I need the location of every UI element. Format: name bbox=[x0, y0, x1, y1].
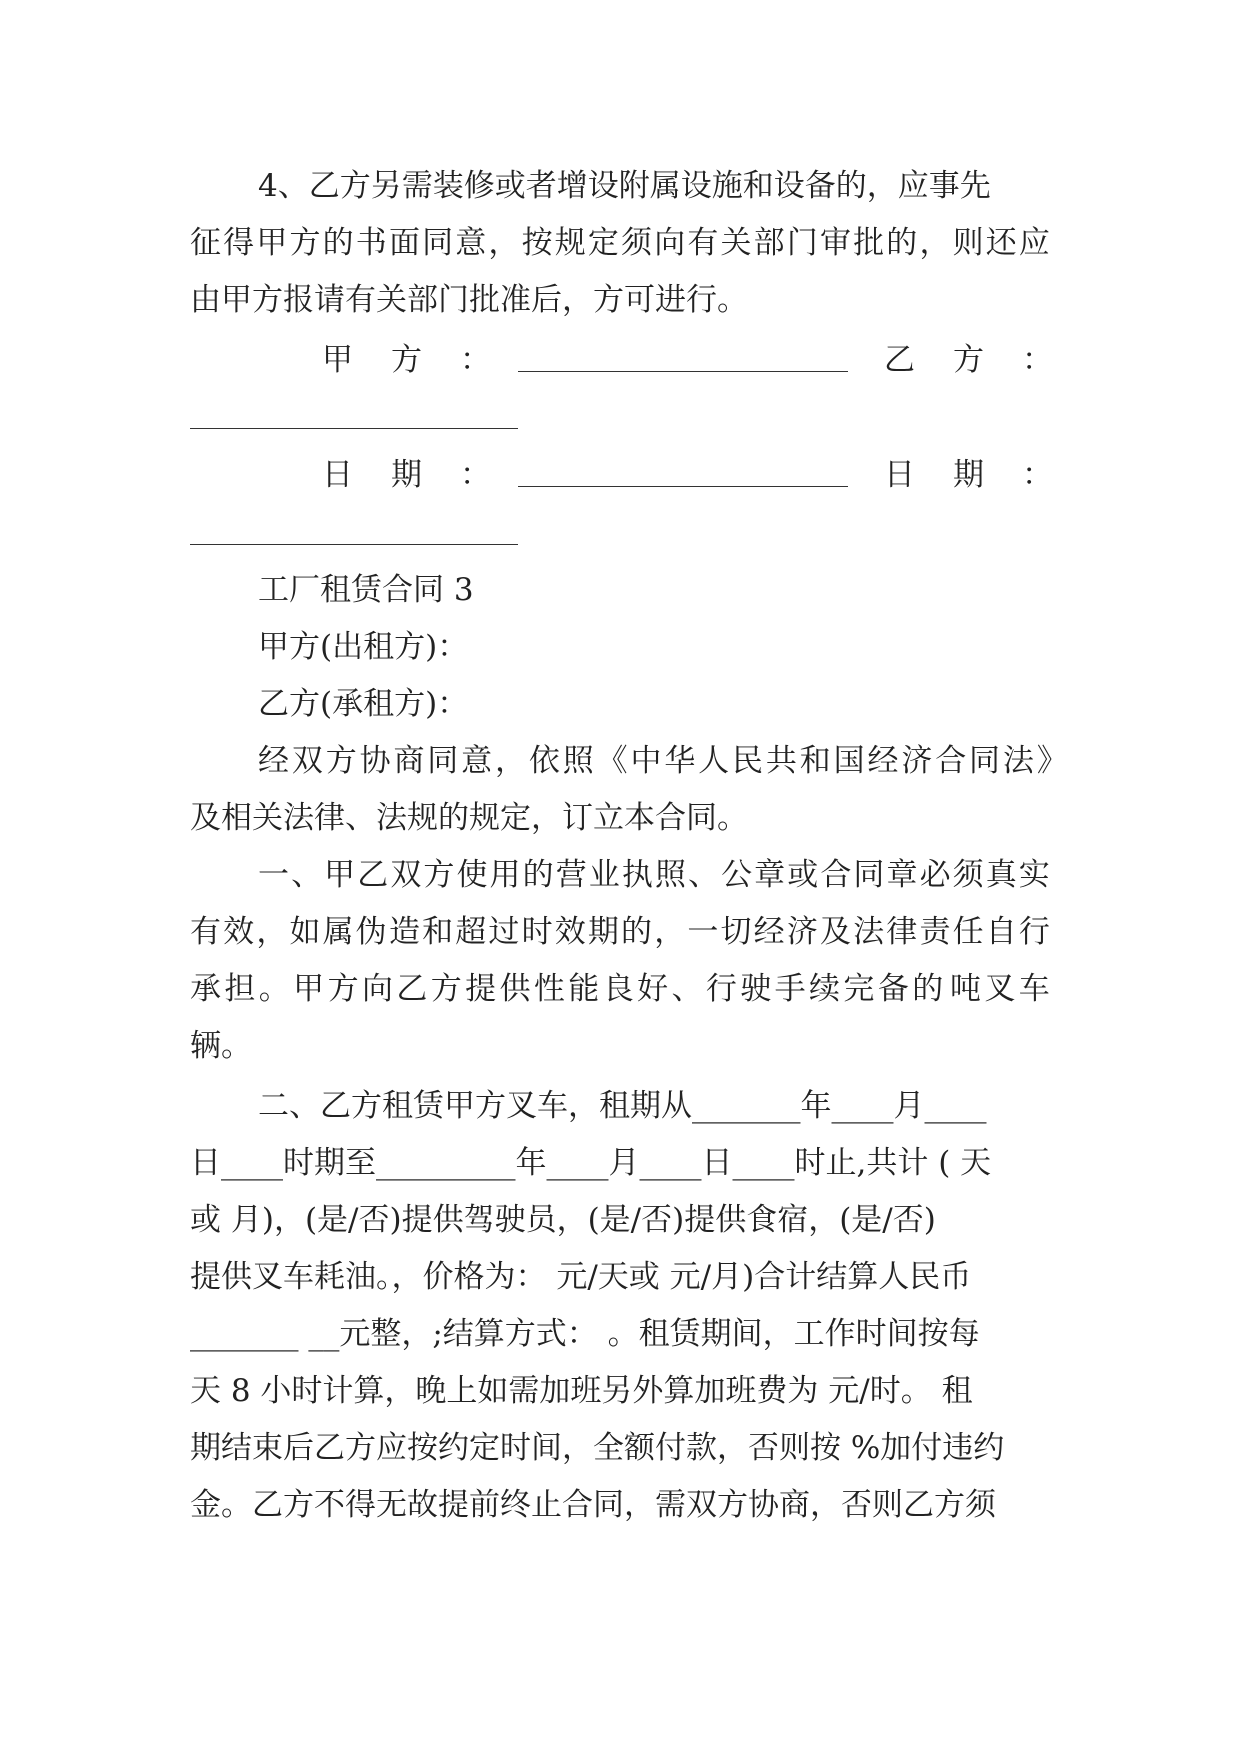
clause-2-line-8: 金。乙方不得无故提前终止合同，需双方协商，否则乙方须 bbox=[190, 1487, 996, 1523]
clause-2-line-1: 二、乙方租赁甲方叉车，租期从_______年____月____ bbox=[258, 1088, 987, 1124]
clause-2-line-3: 或 月)，(是/否)提供驾驶员，(是/否)提供食宿，(是/否) bbox=[190, 1202, 936, 1238]
clause-1-line-1: 一 、 甲 乙 双 方 使 用 的 营 业 执 照 、 公 章 或 合 同 章 必 须 真 实 bbox=[258, 857, 1050, 893]
lessee-label: 乙方(承租方)： bbox=[258, 686, 469, 722]
clause-1-line-4: 辆。 bbox=[190, 1028, 252, 1064]
paragraph-4-line-1: 4、乙方另需装修或者增设附属设施和设备的，应事先 bbox=[258, 168, 991, 204]
date-a-line bbox=[518, 486, 848, 487]
clause-2-line-4: 提供叉车耗油。，价格为： 元/天或 元/月)合计结算人民币 bbox=[190, 1259, 972, 1295]
clause-2-line-7: 期结束后乙方应按约定时间，全额付款，否则按 %加付违约 bbox=[190, 1430, 1005, 1466]
lessor-label: 甲方(出租方)： bbox=[258, 629, 469, 665]
date-a-label: 日期： bbox=[322, 457, 529, 493]
clause-2-line-6: 天 8 小时计算，晚上如需加班另外算加班费为 元/时。 租 bbox=[190, 1373, 973, 1409]
paragraph-4-line-2: 征 得 甲 方 的 书 面 同 意 ， 按 规 定 须 向 有 关 部 门 审 批 的 ， 则 还 应 bbox=[190, 225, 1050, 261]
party-a-label: 甲方： bbox=[322, 342, 529, 378]
party-a-signature-line bbox=[518, 371, 848, 372]
paragraph-4-line-3: 由甲方报请有关部门批准后，方可进行。 bbox=[190, 282, 748, 318]
clause-1-line-2: 有 效 ， 如 属 伪 造 和 超 过 时 效 期 的 ， 一 切 经 济 及 法 律 责 任 自 行 bbox=[190, 914, 1050, 950]
clause-1-line-3: 承 担 。 甲 方 向 乙 方 提 供 性 能 良 好 、 行 驶 手 续 完 备 的 吨 叉 车 bbox=[190, 971, 1050, 1007]
clause-2-line-2: 日____时期至_________年____月____日____时止,共计 ( 天 bbox=[190, 1145, 992, 1181]
party-b-signature-line bbox=[190, 428, 518, 429]
clause-2-line-5: _______ __元整，;结算方式： 。租赁期间，工作时间按每 bbox=[190, 1316, 980, 1352]
contract-title: 工厂租赁合同 3 bbox=[258, 572, 474, 608]
date-b-label: 日期： bbox=[884, 457, 1091, 493]
date-b-line bbox=[190, 544, 518, 545]
intro-line-2: 及相关法律、法规的规定，订立本合同。 bbox=[190, 800, 748, 836]
intro-line-1: 经 双 方 协 商 同 意 ， 依 照 《 中 华 人 民 共 和 国 经 济 合 同 法 》 bbox=[258, 743, 1068, 779]
party-b-label: 乙方： bbox=[884, 342, 1091, 378]
